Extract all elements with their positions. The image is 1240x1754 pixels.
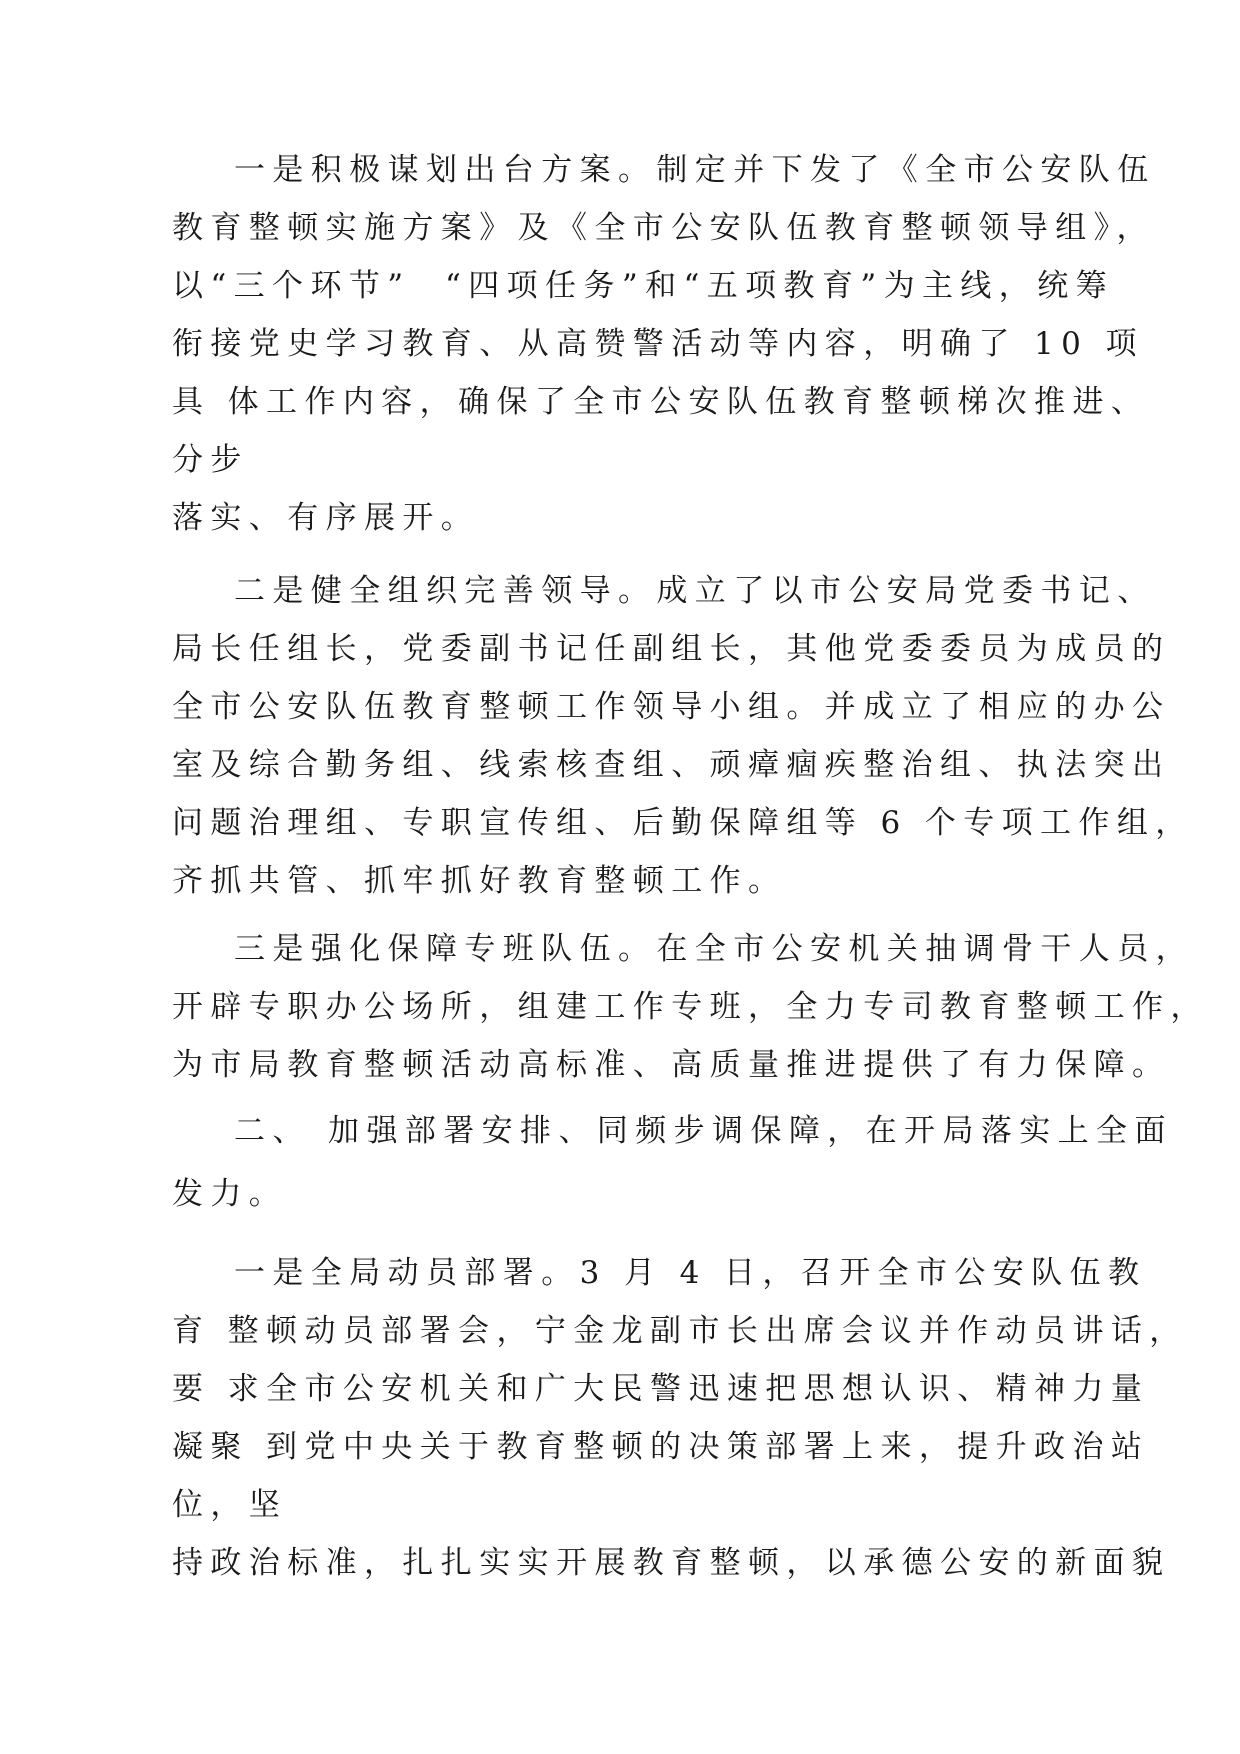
paragraph-1-line-5: 具 体工作内容，确保了全市公安队伍教育整顿梯次推进、	[172, 384, 1150, 420]
paragraph-2-line-3: 全市公安队伍教育整顿工作领导小组。并成立了相应的办公	[172, 689, 1171, 725]
paragraph-1-line-7: 落实、有序展开。	[172, 500, 480, 536]
section-heading-2-line-1: 二、 加强部署安排、同频步调保障，在开局落实上全面	[234, 1113, 1173, 1149]
paragraph-4-line-4: 凝聚 到党中央关于教育整顿的决策部署上来，提升政治站	[172, 1429, 1150, 1465]
paragraph-1-line-6: 分步	[172, 442, 249, 478]
paragraph-4-line-6: 持政治标准，扎扎实实开展教育整顿，以承德公安的新面貌	[172, 1545, 1171, 1581]
paragraph-2-line-2: 局长任组长，党委副书记任副组长，其他党委委员为成员的	[172, 631, 1171, 667]
paragraph-2-line-5: 问题治理组、专职宣传组、后勤保障组等 6 个专项工作组，	[172, 805, 1194, 841]
paragraph-2-line-4: 室及综合勤务组、线索核查组、顽瘴痼疾整治组、执法突出	[172, 747, 1171, 783]
paragraph-2-line-1: 二是健全组织完善领导。成立了以市公安局党委书记、	[234, 573, 1156, 609]
paragraph-1-line-4: 衔接党史学习教育、从高赞警活动等内容，明确了 10 项	[172, 326, 1144, 362]
paragraph-1-line-3: 以“三个环节” “四项任务”和“五项教育”为主线，统筹	[172, 268, 1114, 304]
paragraph-3-line-2: 开辟专职办公场所，组建工作专班，全力专司教育整顿工作，	[172, 989, 1209, 1025]
paragraph-3-line-1: 三是强化保障专班队伍。在全市公安机关抽调骨干人员，	[234, 931, 1194, 967]
paragraph-4-line-3: 要 求全市公安机关和广大民警迅速把思想认识、精神力量	[172, 1371, 1150, 1407]
paragraph-2-line-6: 齐抓共管、抓牢抓好教育整顿工作。	[172, 863, 787, 899]
paragraph-1-line-2: 教育整顿实施方案》及《全市公安队伍教育整顿领导组》，	[172, 210, 1155, 246]
section-heading-2-line-2: 发力。	[172, 1176, 288, 1212]
paragraph-3-line-3: 为市局教育整顿活动高标准、高质量推进提供了有力保障。	[172, 1047, 1171, 1083]
paragraph-4-line-1: 一是全局动员部署。3 月 4 日，召开全市公安队伍教	[234, 1255, 1147, 1291]
paragraph-4-line-2: 育 整顿动员部署会，宁金龙副市长出席会议并作动员讲话，	[172, 1313, 1188, 1349]
paragraph-4-line-5: 位，坚	[172, 1487, 288, 1523]
paragraph-1-line-1: 一是积极谋划出台方案。制定并下发了《全市公安队伍	[234, 152, 1156, 188]
